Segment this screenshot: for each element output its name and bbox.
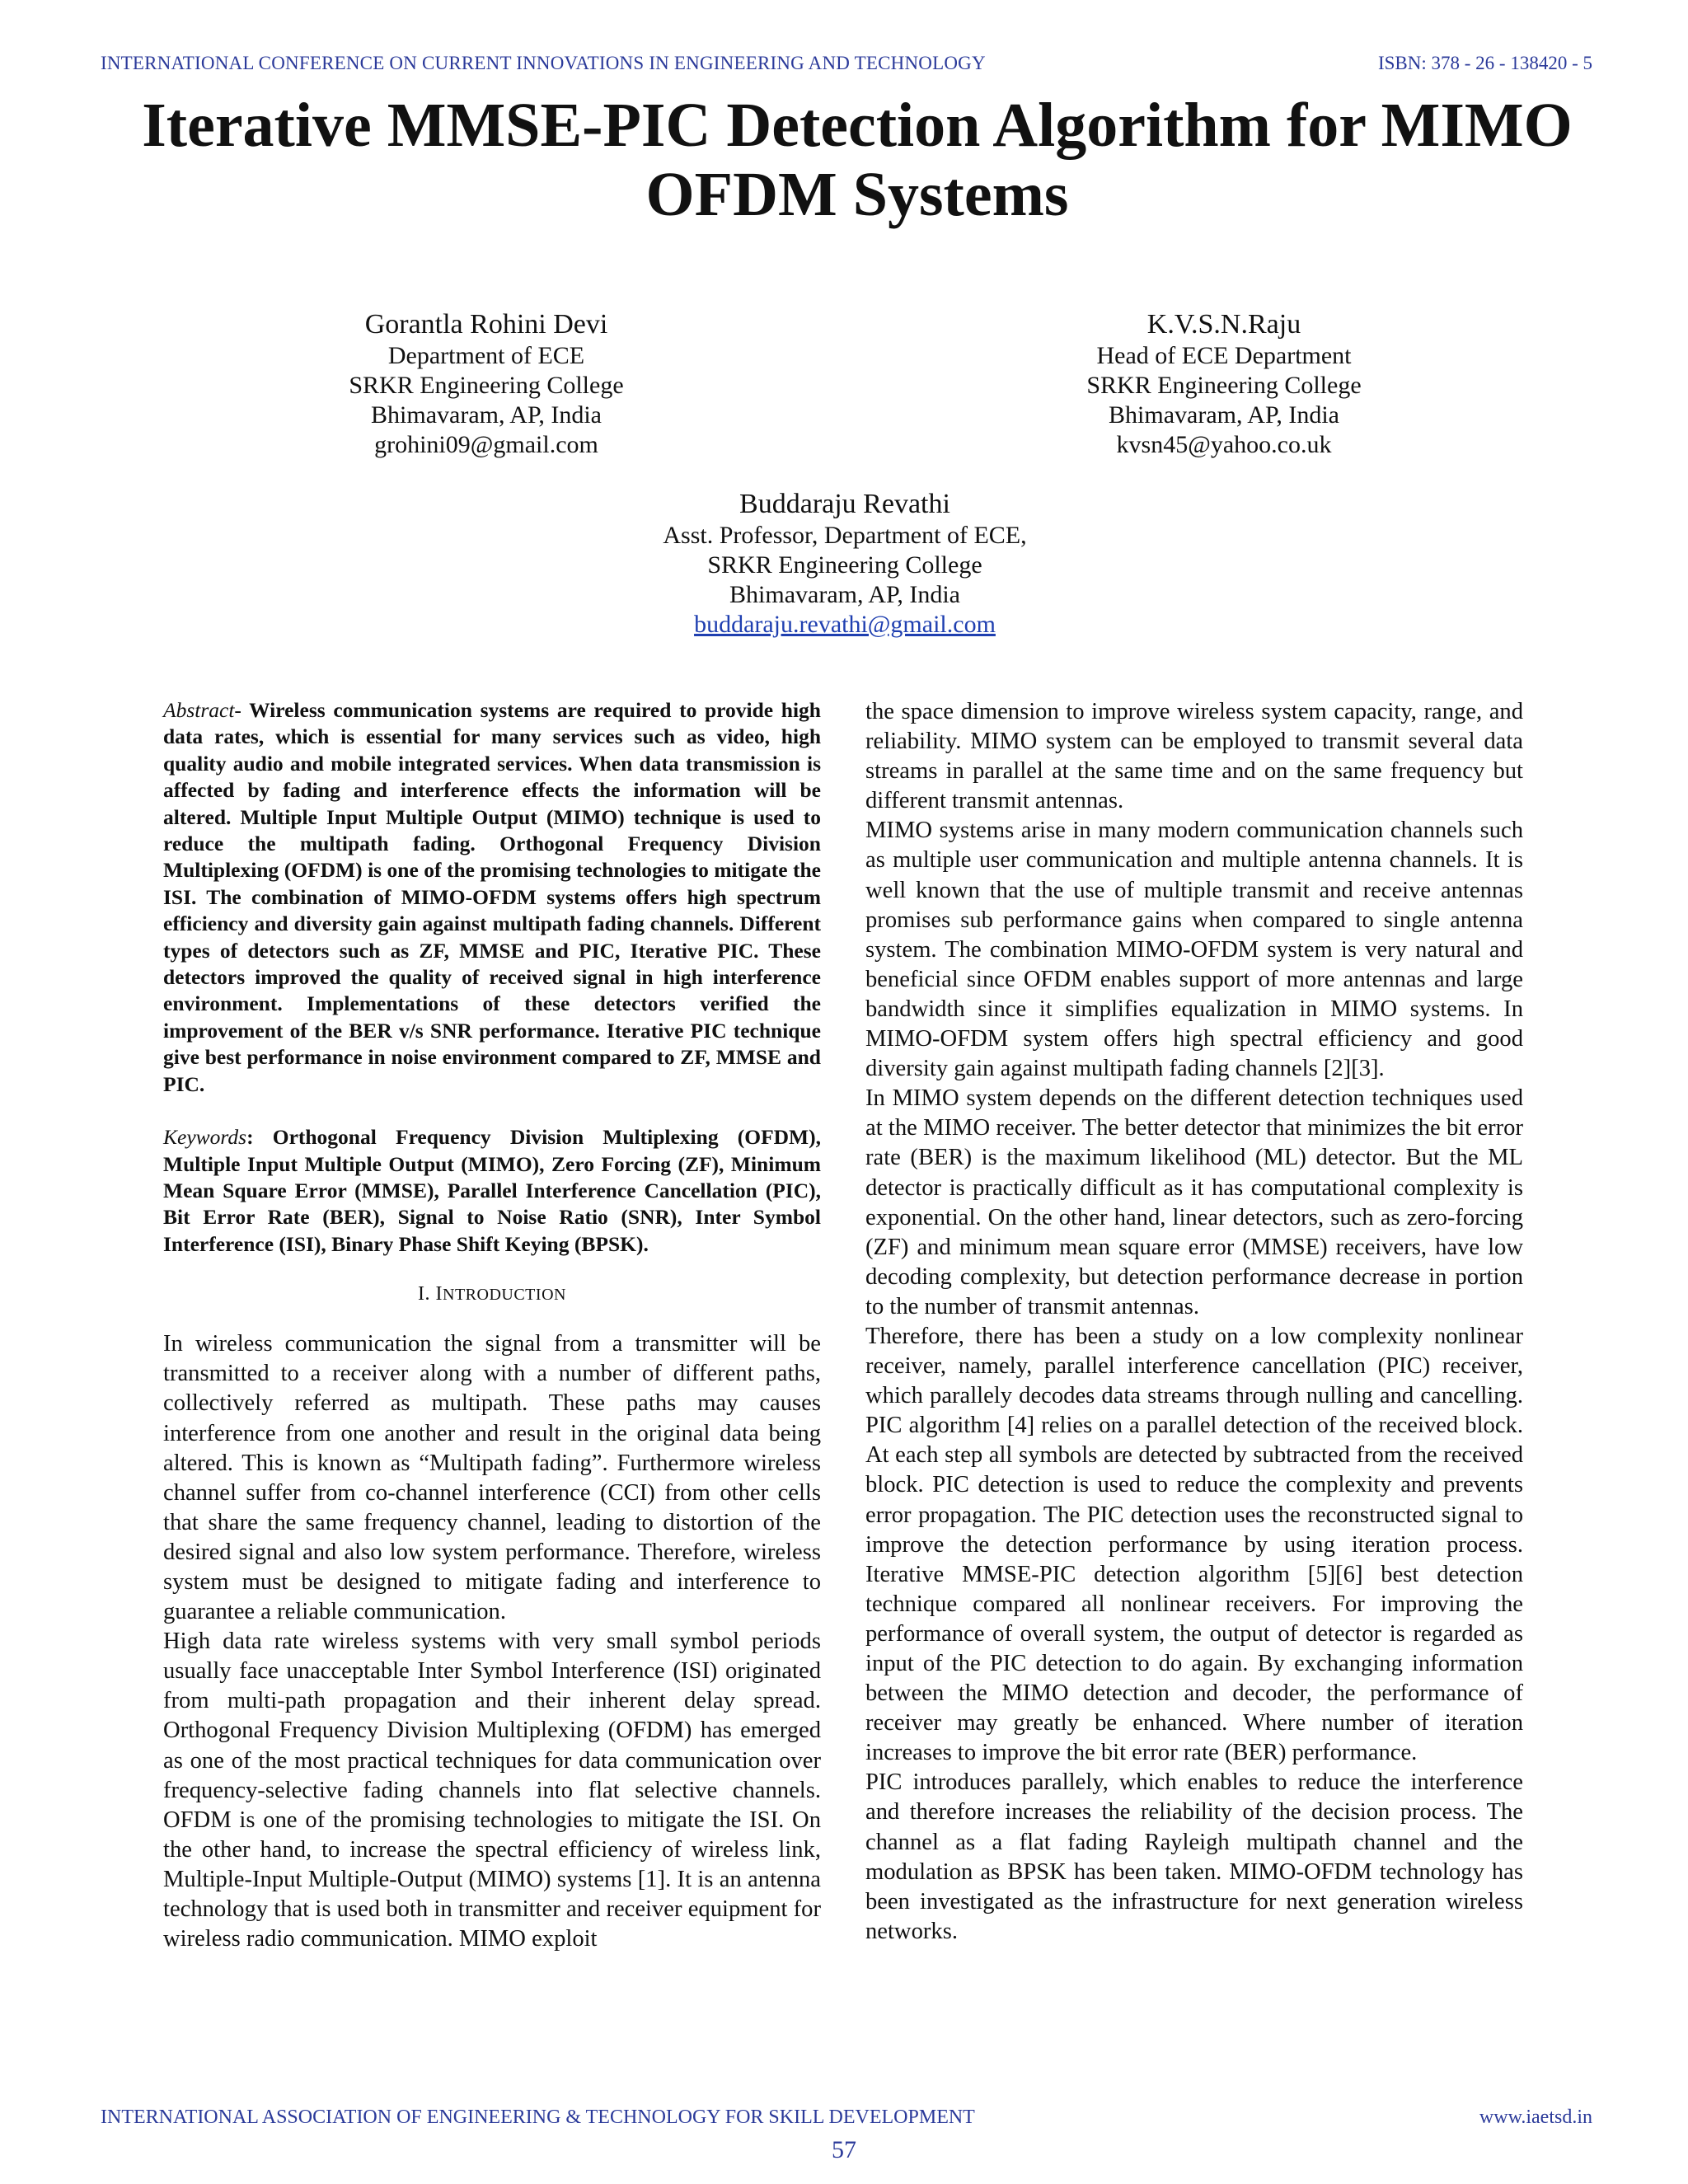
author-block bbox=[272, 308, 701, 460]
section-title: NTRODUCTION bbox=[443, 1286, 566, 1305]
body-paragraph: High data rate wireless systems with very small symbol periods usually face unacceptable Inter Symbol Interference (ISI) originated from multi-path propagation and their inherent delay spread. Orthogonal Frequency Division Multiplexing (OFDM) has emerged as one of the most practical techniques for data communication over frequency-selective fading channels into flat selective channels. OFDM is one of the promising technologies to mitigate the ISI. On the other hand, to increase the spectral efficiency of wireless link, Multiple-Input Multiple-Output (MIMO) systems [1]. It is an antenna technology that is used both in transmitter and receiver equipment for wireless radio communication. MIMO exploit bbox=[163, 1629, 821, 1952]
footer-association: INTERNATIONAL ASSOCIATION OF ENGINEERING & TECHNOLOGY FOR SKILL DEVELOPMENT bbox=[101, 2107, 975, 2128]
paper-title: Iterative MMSE-PIC Detection Algorithm for MIMO OFDM Systems bbox=[142, 91, 1573, 229]
author-email: grohini09@gmail.com bbox=[374, 431, 598, 458]
author-name: K.V.S.N.Raju bbox=[1146, 309, 1301, 340]
author-college: SRKR Engineering College bbox=[1086, 372, 1362, 399]
author-block bbox=[593, 488, 1096, 640]
abstract-text: Wireless communication systems are required to provide high data rates, which is essential for many services such as video, high quality audio and mobile integrated services. When data transmission is affected by fading and interference effects the information will be altered. Multiple Input Multiple Output (MIMO) technique is used to reduce the multipath fading. Orthogonal Frequency Division Multiplexing (OFDM) is one of the promising technologies to mitigate the ISI. The combination of MIMO-OFDM systems offers high spectrum efficiency and diversity gain against multipath fading channels. Different types of detectors such as ZF, MMSE and PIC, Iterative PIC. These detectors improved the quality of received signal in high interference environment. Implementations of these detectors verified the improvement of the BER v/s SNR performance. Iterative PIC technique give best performance in noise environment compared to ZF, MMSE and PIC. bbox=[163, 698, 821, 1096]
page-number: 57 bbox=[832, 2136, 856, 2163]
author-name: Buddaraju Revathi bbox=[739, 489, 950, 519]
section-number: I. I bbox=[418, 1283, 443, 1305]
right-column bbox=[865, 697, 1523, 1947]
author-email: kvsn45@yahoo.co.uk bbox=[1116, 431, 1332, 458]
author-affiliation: Asst. Professor, Department of ECE, bbox=[663, 522, 1027, 549]
keywords bbox=[163, 1124, 821, 1258]
body-paragraph: In wireless communication the signal from a transmitter will be transmitted to a receiver along with a number of different paths, collectively referred as multipath. These paths may causes interference from one another and result in the original data being altered. This is known as “Multipath fading”. Furthermore wireless channel suffer from co-channel interference (CCI) from other cells that share the same frequency channel, leading to distortion of the desired signal and also low system performance. Therefore, wireless system must be designed to mitigate fading and interference to guarantee a reliable communication. bbox=[163, 1331, 821, 1625]
body-paragraph: Therefore, there has been a study on a low complexity nonlinear receiver, namely, parallel interference cancellation (PIC) receiver, which parallely decodes data streams through nulling and cancelling. PIC algorithm [4] relies on a parallel detection of the received block. At each step all symbols are detected by subtracted from the received block. PIC detection is used to reduce the complexity and prevents error propagation. The PIC detection uses the reconstructed signal to improve the detection performance by using iteration process. Iterative MMSE-PIC detection algorithm [5][6] best detection technique compared all nonlinear receivers. For improving the performance of overall system, the output of detector is regarded as input of the PIC detection to do again. By exchanging information between the MIMO detection and decoder, the performance of receiver may greatly be enhanced. Where number of iteration increases to improve the bit error rate (BER) performance. bbox=[865, 1323, 1523, 1766]
body-paragraph: MIMO systems arise in many modern communication channels such as multiple user communication and multiple antenna channels. It is well known that the use of multiple transmit and receive antennas promises sub performance gains when compared to single antenna system. The combination MIMO-OFDM system is very natural and beneficial since OFDM enables support of more antennas and large bandwidth since it simplifies equalization in MIMO systems. In MIMO-OFDM system offers high spectral efficiency and good diversity gain against multipath fading channels [2][3]. bbox=[865, 818, 1523, 1082]
body-paragraph: PIC introduces parallely, which enables to reduce the interference and therefore increases the reliability of the decision process. The channel as a flat fading Rayleigh multipath channel and the modulation as BPSK has been taken. MIMO-OFDM technology has been investigated as the infrastructure for next generation wireless networks. bbox=[865, 1769, 1523, 1944]
author-affiliation: Head of ECE Department bbox=[1096, 342, 1352, 369]
left-column bbox=[163, 697, 821, 1954]
author-block bbox=[993, 308, 1455, 460]
author-location: Bhimavaram, AP, India bbox=[371, 401, 602, 429]
abstract-label: Abstract- bbox=[163, 698, 241, 722]
author-college: SRKR Engineering College bbox=[349, 372, 624, 399]
section-heading bbox=[163, 1279, 821, 1310]
author-location: Bhimavaram, AP, India bbox=[1109, 401, 1339, 429]
footer-website[interactable]: www.iaetsd.in bbox=[1479, 2107, 1592, 2128]
body-paragraph: In MIMO system depends on the different detection techniques used at the MIMO receiver. The better detector that minimizes the bit error rate (BER) is the maximum likelihood (ML) detector. But the ML detector is practically difficult as it has computational complexity is exponential. On the other hand, linear detectors, such as zero-forcing (ZF) and minimum mean square error (MMSE) receivers, have low decoding complexity, but detection performance decrease in portion to the number of transmit antennas. bbox=[865, 1085, 1523, 1319]
running-header-conference: INTERNATIONAL CONFERENCE ON CURRENT INNOVATIONS IN ENGINEERING AND TECHNOLOGY bbox=[101, 53, 986, 73]
author-affiliation: Department of ECE bbox=[387, 342, 585, 369]
keywords-label: Keywords bbox=[163, 1125, 247, 1150]
body-paragraph: the space dimension to improve wireless system capacity, range, and reliability. MIMO system can be employed to transmit several data streams in parallel at the same time and on the same frequency but different transmit antennas. bbox=[865, 699, 1523, 814]
author-name: Gorantla Rohini Devi bbox=[364, 309, 608, 340]
running-header-isbn: ISBN: 378 - 26 - 138420 - 5 bbox=[1377, 53, 1592, 73]
abstract bbox=[163, 697, 821, 1098]
author-college: SRKR Engineering College bbox=[707, 551, 982, 579]
author-email-link[interactable]: buddaraju.revathi@gmail.com bbox=[694, 611, 996, 638]
keywords-text: : Orthogonal Frequency Division Multiplexing (OFDM), Multiple Input Multiple Output (MIMO), Zero Forcing (ZF), Minimum Mean Square Error (MMSE), Parallel Interference Cancellation (PIC), Bit Error Rate (BER), Signal to Noise Ratio (SNR), Inter Symbol Interference (ISI), Binary Phase Shift Keying (BPSK). bbox=[163, 1125, 821, 1256]
author-location: Bhimavaram, AP, India bbox=[729, 581, 960, 608]
